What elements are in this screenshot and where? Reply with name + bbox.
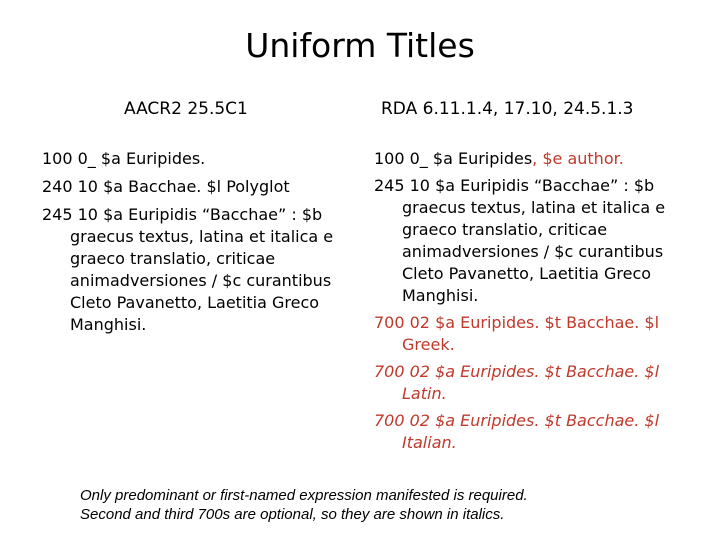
- aacr2-field-100: 100 0_ $a Euripides.: [42, 149, 206, 168]
- aacr2-field-245: 245 10 $a Euripidis “Bacchae” : $b graecus textus, latina et italica e graeco translatio, criticae animadversiones / $c curantibus Cleto Pavanetto, Laetitia Greco Manghisi.: [42, 205, 334, 334]
- aacr2-field-240: 240 10 $a Bacchae. $l Polyglot: [42, 177, 290, 196]
- rda-heading: RDA 6.11.1.4, 17.10, 24.5.1.3: [381, 99, 634, 119]
- footnote: [80, 486, 700, 524]
- rda-field-700-greek: 700 02 $a Euripides. $t Bacchae. $l Greek.: [374, 313, 660, 354]
- slide-title: Uniform Titles: [245, 26, 475, 65]
- footnote-line-2: Second and third 700s are optional, so they are shown in italics.: [80, 506, 505, 523]
- rda-field-700-latin: 700 02 $a Euripides. $t Bacchae. $l Latin.: [374, 362, 660, 403]
- rda-field-100: [374, 148, 694, 170]
- rda-field-100-relator: , $e author.: [532, 149, 624, 168]
- footnote-line-1: Only predominant or first-named expression manifested is required.: [80, 487, 528, 504]
- rda-field-245: 245 10 $a Euripidis “Bacchae” : $b graecus textus, latina et italica e graeco translatio, criticae animadversiones / $c curantibus Cleto Pavanetto, Laetitia Greco Manghisi.: [374, 176, 666, 305]
- rda-field-100-main: 100 0_ $a Euripides: [374, 149, 533, 168]
- aacr2-record: [42, 148, 352, 342]
- rda-record: [374, 148, 694, 459]
- aacr2-heading: AACR2 25.5C1: [124, 99, 248, 119]
- rda-field-700-italian: 700 02 $a Euripides. $t Bacchae. $l Italian.: [374, 411, 660, 452]
